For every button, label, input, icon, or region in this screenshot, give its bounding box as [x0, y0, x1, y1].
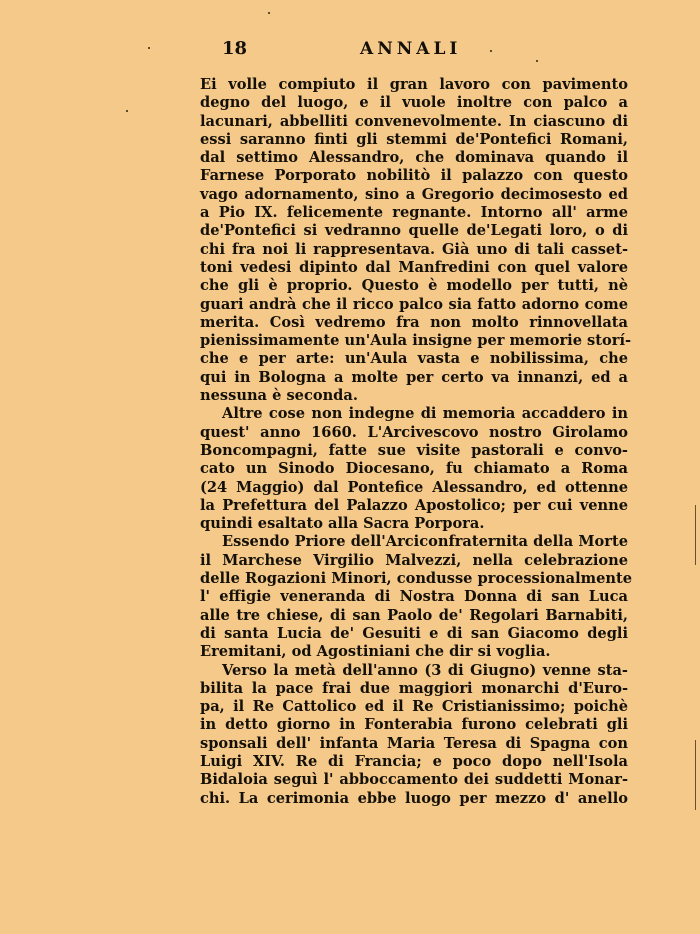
text-line: de'Pontefici si vedranno quelle de'Legati loro, o di	[200, 222, 628, 240]
text-line: pienissimamente un'Aula insigne per memorie storí-	[200, 332, 632, 350]
text-line: chi fra noi li rappresentava. Già uno di tali casset-	[200, 240, 628, 258]
text-line: Essendo Priore dell'Arciconfraternita della Morte	[222, 533, 628, 551]
text-line: che e per arte: un'Aula vasta e nobilissima, che	[200, 350, 628, 368]
text-line: alle tre chiese, di san Paolo de' Regolari Barnabiti,	[200, 606, 628, 624]
text-line: Verso la metà dell'anno (3 di Giugno) venne sta-	[222, 661, 628, 679]
text-line: Bidaloia seguì l' abboccamento dei suddetti Monar-	[200, 771, 628, 789]
text-line: nessuna è seconda.	[200, 387, 358, 405]
text-line: la Prefettura del Palazzo Apostolico; per cui venne	[200, 496, 628, 514]
text-line: in detto giorno in Fonterabia furono celebrati gli	[200, 716, 628, 734]
text-line: vago adornamento, sino a Gregorio decimosesto ed	[200, 185, 628, 203]
page-number: 18	[222, 38, 248, 59]
text-line: a Pio IX. felicemente regnante. Intorno all' arme	[200, 204, 628, 222]
text-line: pa, il Re Cattolico ed il Re Cristianissimo; poichè	[200, 698, 628, 716]
text-line: (24 Maggio) dal Pontefice Alessandro, ed ottenne	[200, 478, 628, 496]
text-line: Eremitani, od Agostiniani che dir si voglia.	[200, 643, 551, 661]
text-line: chi. La cerimonia ebbe luogo per mezzo d' anello	[200, 789, 628, 807]
text-line: guari andrà che il ricco palco sia fatto adorno come	[200, 295, 628, 313]
text-line: Altre cose non indegne di memoria accaddero in	[222, 405, 628, 423]
text-line: quindi esaltato alla Sacra Porpora.	[200, 515, 485, 533]
text-line: Luigi XIV. Re di Francia; e poco dopo nell'Isola	[200, 752, 628, 770]
paper-speck	[126, 110, 128, 112]
text-line: cato un Sinodo Diocesano, fu chiamato a Roma	[200, 460, 628, 478]
paper-speck	[490, 50, 492, 52]
text-line: Boncompagni, fatte sue visite pastorali e convo-	[200, 441, 628, 459]
paper-speck	[536, 60, 538, 62]
text-line: delle Rogazioni Minori, condusse processionalmente	[200, 570, 633, 588]
text-line: di santa Lucia de' Gesuiti e di san Giacomo degli	[200, 624, 628, 642]
text-line: degno del luogo, e il vuole inoltre con palco a	[200, 94, 628, 112]
paper-edge-mark	[695, 740, 696, 810]
paper-speck	[148, 47, 150, 49]
text-line: merita. Così vedremo fra non molto rinnovellata	[200, 313, 628, 331]
paper-speck	[268, 12, 270, 14]
text-line: quest' anno 1660. L'Arcivescovo nostro Girolamo	[200, 423, 628, 441]
text-line: sponsali dell' infanta Maria Teresa di Spagna con	[200, 734, 628, 752]
text-line: Farnese Porporato nobilitò il palazzo con questo	[200, 167, 628, 185]
text-line: il Marchese Virgilio Malvezzi, nella celebrazione	[200, 551, 628, 569]
text-line: dal settimo Alessandro, che dominava quando il	[200, 149, 628, 167]
running-title: ANNALI	[360, 39, 462, 59]
text-line: che gli è proprio. Questo è modello per tutti, nè	[200, 277, 628, 295]
page-header	[204, 38, 504, 60]
paper-edge-mark	[695, 505, 696, 565]
text-line: toni vedesi dipinto dal Manfredini con quel valore	[200, 258, 628, 276]
text-line: l' effigie veneranda di Nostra Donna di san Luca	[200, 588, 628, 606]
text-line: Ei volle compiuto il gran lavoro con pavimento	[200, 76, 628, 93]
text-line: lacunari, abbelliti convenevolmente. In ciascuno di	[200, 112, 628, 130]
text-line: qui in Bologna a molte per certo va innanzi, ed a	[200, 368, 628, 386]
text-line: essi saranno finti gli stemmi de'Pontefici Romani,	[200, 130, 628, 148]
text-line: bilita la pace frai due maggiori monarchi d'Euro-	[200, 679, 628, 697]
text-body	[200, 76, 633, 808]
